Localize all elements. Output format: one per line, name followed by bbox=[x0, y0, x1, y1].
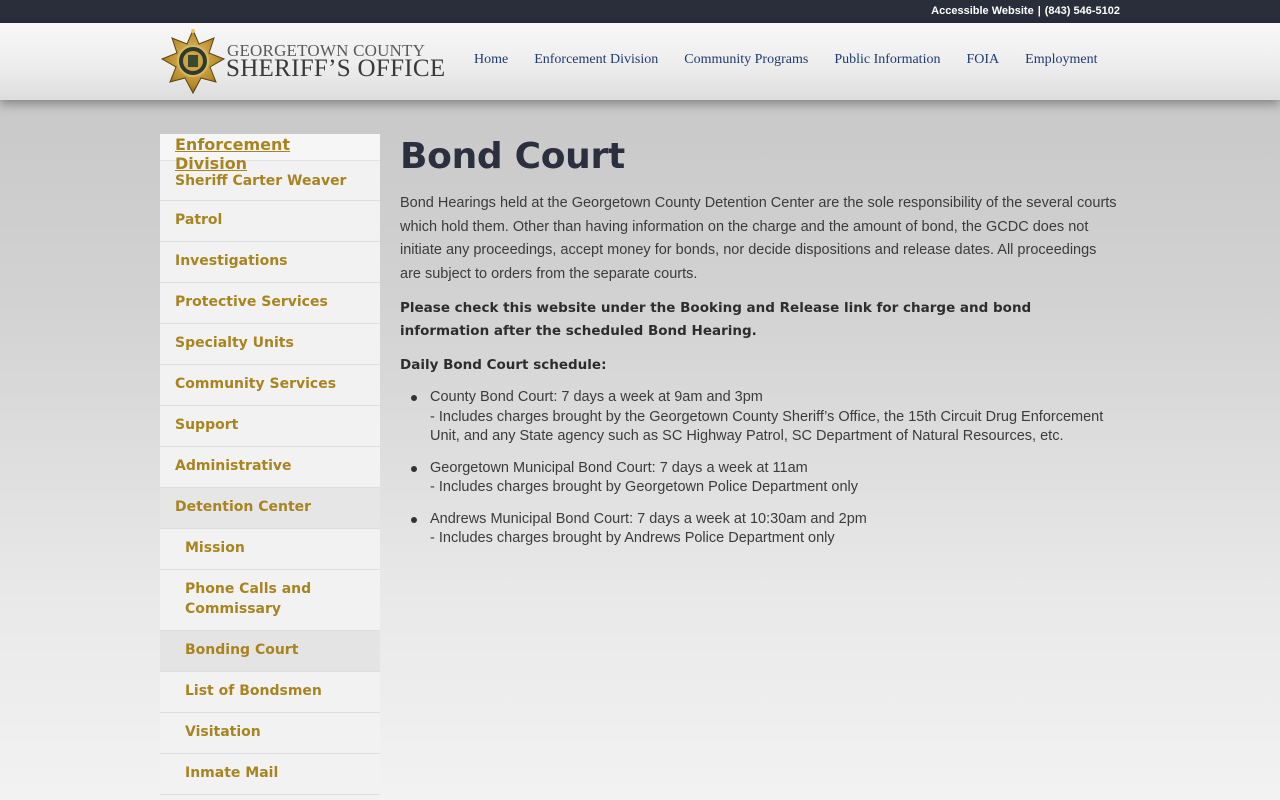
sidebar-item-administrative[interactable]: Administrative bbox=[160, 447, 380, 488]
utility-bar bbox=[0, 0, 1280, 23]
sidebar-item-investigations[interactable]: Investigations bbox=[160, 242, 380, 283]
utility-links bbox=[931, 5, 1120, 17]
list-item bbox=[400, 388, 1120, 447]
logo-text-office: SHERIFF’S OFFICE bbox=[226, 55, 446, 82]
sidebar-subitem-list-of-bondsmen[interactable]: List of Bondsmen bbox=[160, 672, 380, 713]
schedule-heading: Daily Bond Court schedule: bbox=[400, 357, 607, 373]
sidebar-heading-link[interactable]: Enforcement Division bbox=[175, 135, 291, 173]
sidebar-item-detention-center[interactable]: Detention Center bbox=[160, 488, 380, 529]
bullet-icon bbox=[411, 466, 417, 472]
main-nav bbox=[474, 52, 1097, 68]
schedule-title: Georgetown Municipal Bond Court: 7 days a week at 11am bbox=[430, 459, 808, 476]
nav-public-information[interactable]: Public Information bbox=[834, 52, 941, 67]
sidebar-subitem-mission[interactable]: Mission bbox=[160, 529, 380, 570]
schedule-detail: - Includes charges brought by Georgetown Police Department only bbox=[430, 479, 858, 495]
nav-home[interactable]: Home bbox=[474, 52, 509, 67]
nav-employment[interactable]: Employment bbox=[1025, 52, 1098, 67]
section-sidebar bbox=[160, 134, 380, 795]
phone-link[interactable]: (843) 546-5102 bbox=[1044, 5, 1120, 17]
sidebar-item-support[interactable]: Support bbox=[160, 406, 380, 447]
list-item bbox=[400, 510, 1120, 549]
nav-foia[interactable]: FOIA bbox=[966, 52, 1000, 67]
intro-paragraph: Bond Hearings held at the Georgetown County Detention Center are the sole responsibility of the several courts which hold them. Other than having information on the charge and the amount of bond, the GCDC does not initiate any proceedings, accept money for bonds, nor decide dispositions and release dates. All proceedings are subject to orders from the separate courts. bbox=[400, 195, 1117, 282]
accessible-website-link[interactable]: Accessible Website bbox=[931, 5, 1034, 17]
sidebar-item-patrol[interactable]: Patrol bbox=[160, 201, 380, 242]
sidebar-subitem-phone-calls-commissary[interactable]: Phone Calls and Commissary bbox=[160, 570, 380, 631]
nav-community-programs[interactable]: Community Programs bbox=[684, 52, 809, 67]
sidebar-item-specialty-units[interactable]: Specialty Units bbox=[160, 324, 380, 365]
sidebar-item-community-services[interactable]: Community Services bbox=[160, 365, 380, 406]
page-title: Bond Court bbox=[400, 136, 625, 177]
site-logo[interactable] bbox=[160, 27, 460, 95]
sidebar-item-protective-services[interactable]: Protective Services bbox=[160, 283, 380, 324]
main-content bbox=[400, 136, 1120, 561]
list-item bbox=[400, 459, 1120, 498]
schedule-list bbox=[400, 388, 1120, 549]
bullet-icon bbox=[411, 517, 417, 523]
schedule-detail: - Includes charges brought by Andrews Police Department only bbox=[430, 530, 835, 546]
sidebar-item-sheriff-carter-weaver[interactable]: Sheriff Carter Weaver bbox=[160, 161, 380, 201]
sidebar-subitem-bonding-court[interactable]: Bonding Court bbox=[160, 631, 380, 672]
schedule-title: Andrews Municipal Bond Court: 7 days a week at 10:30am and 2pm bbox=[430, 510, 867, 527]
nav-enforcement-division[interactable]: Enforcement Division bbox=[534, 52, 659, 67]
site-header bbox=[0, 23, 1280, 100]
sidebar-subitem-inmate-mail[interactable]: Inmate Mail bbox=[160, 754, 380, 795]
sheriff-star-badge-icon bbox=[160, 29, 226, 95]
schedule-detail: - Includes charges brought by the Georgetown County Sheriff’s Office, the 15th Circuit Drug Enforcement Unit, and any State agency such as SC Highway Patrol, SC Department of Natural Resources, etc. bbox=[430, 408, 1104, 444]
schedule-title: County Bond Court: 7 days a week at 9am and 3pm bbox=[430, 389, 763, 405]
sidebar-heading bbox=[160, 134, 380, 173]
utility-separator: | bbox=[1037, 5, 1041, 17]
booking-notice: Please check this website under the Booking and Release link for charge and bond information after the scheduled Bond Hearing. bbox=[400, 300, 1032, 339]
logo-text-county: GEORGETOWN COUNTY bbox=[227, 41, 426, 60]
sidebar-subitem-visitation[interactable]: Visitation bbox=[160, 713, 380, 754]
bullet-icon bbox=[411, 395, 417, 401]
